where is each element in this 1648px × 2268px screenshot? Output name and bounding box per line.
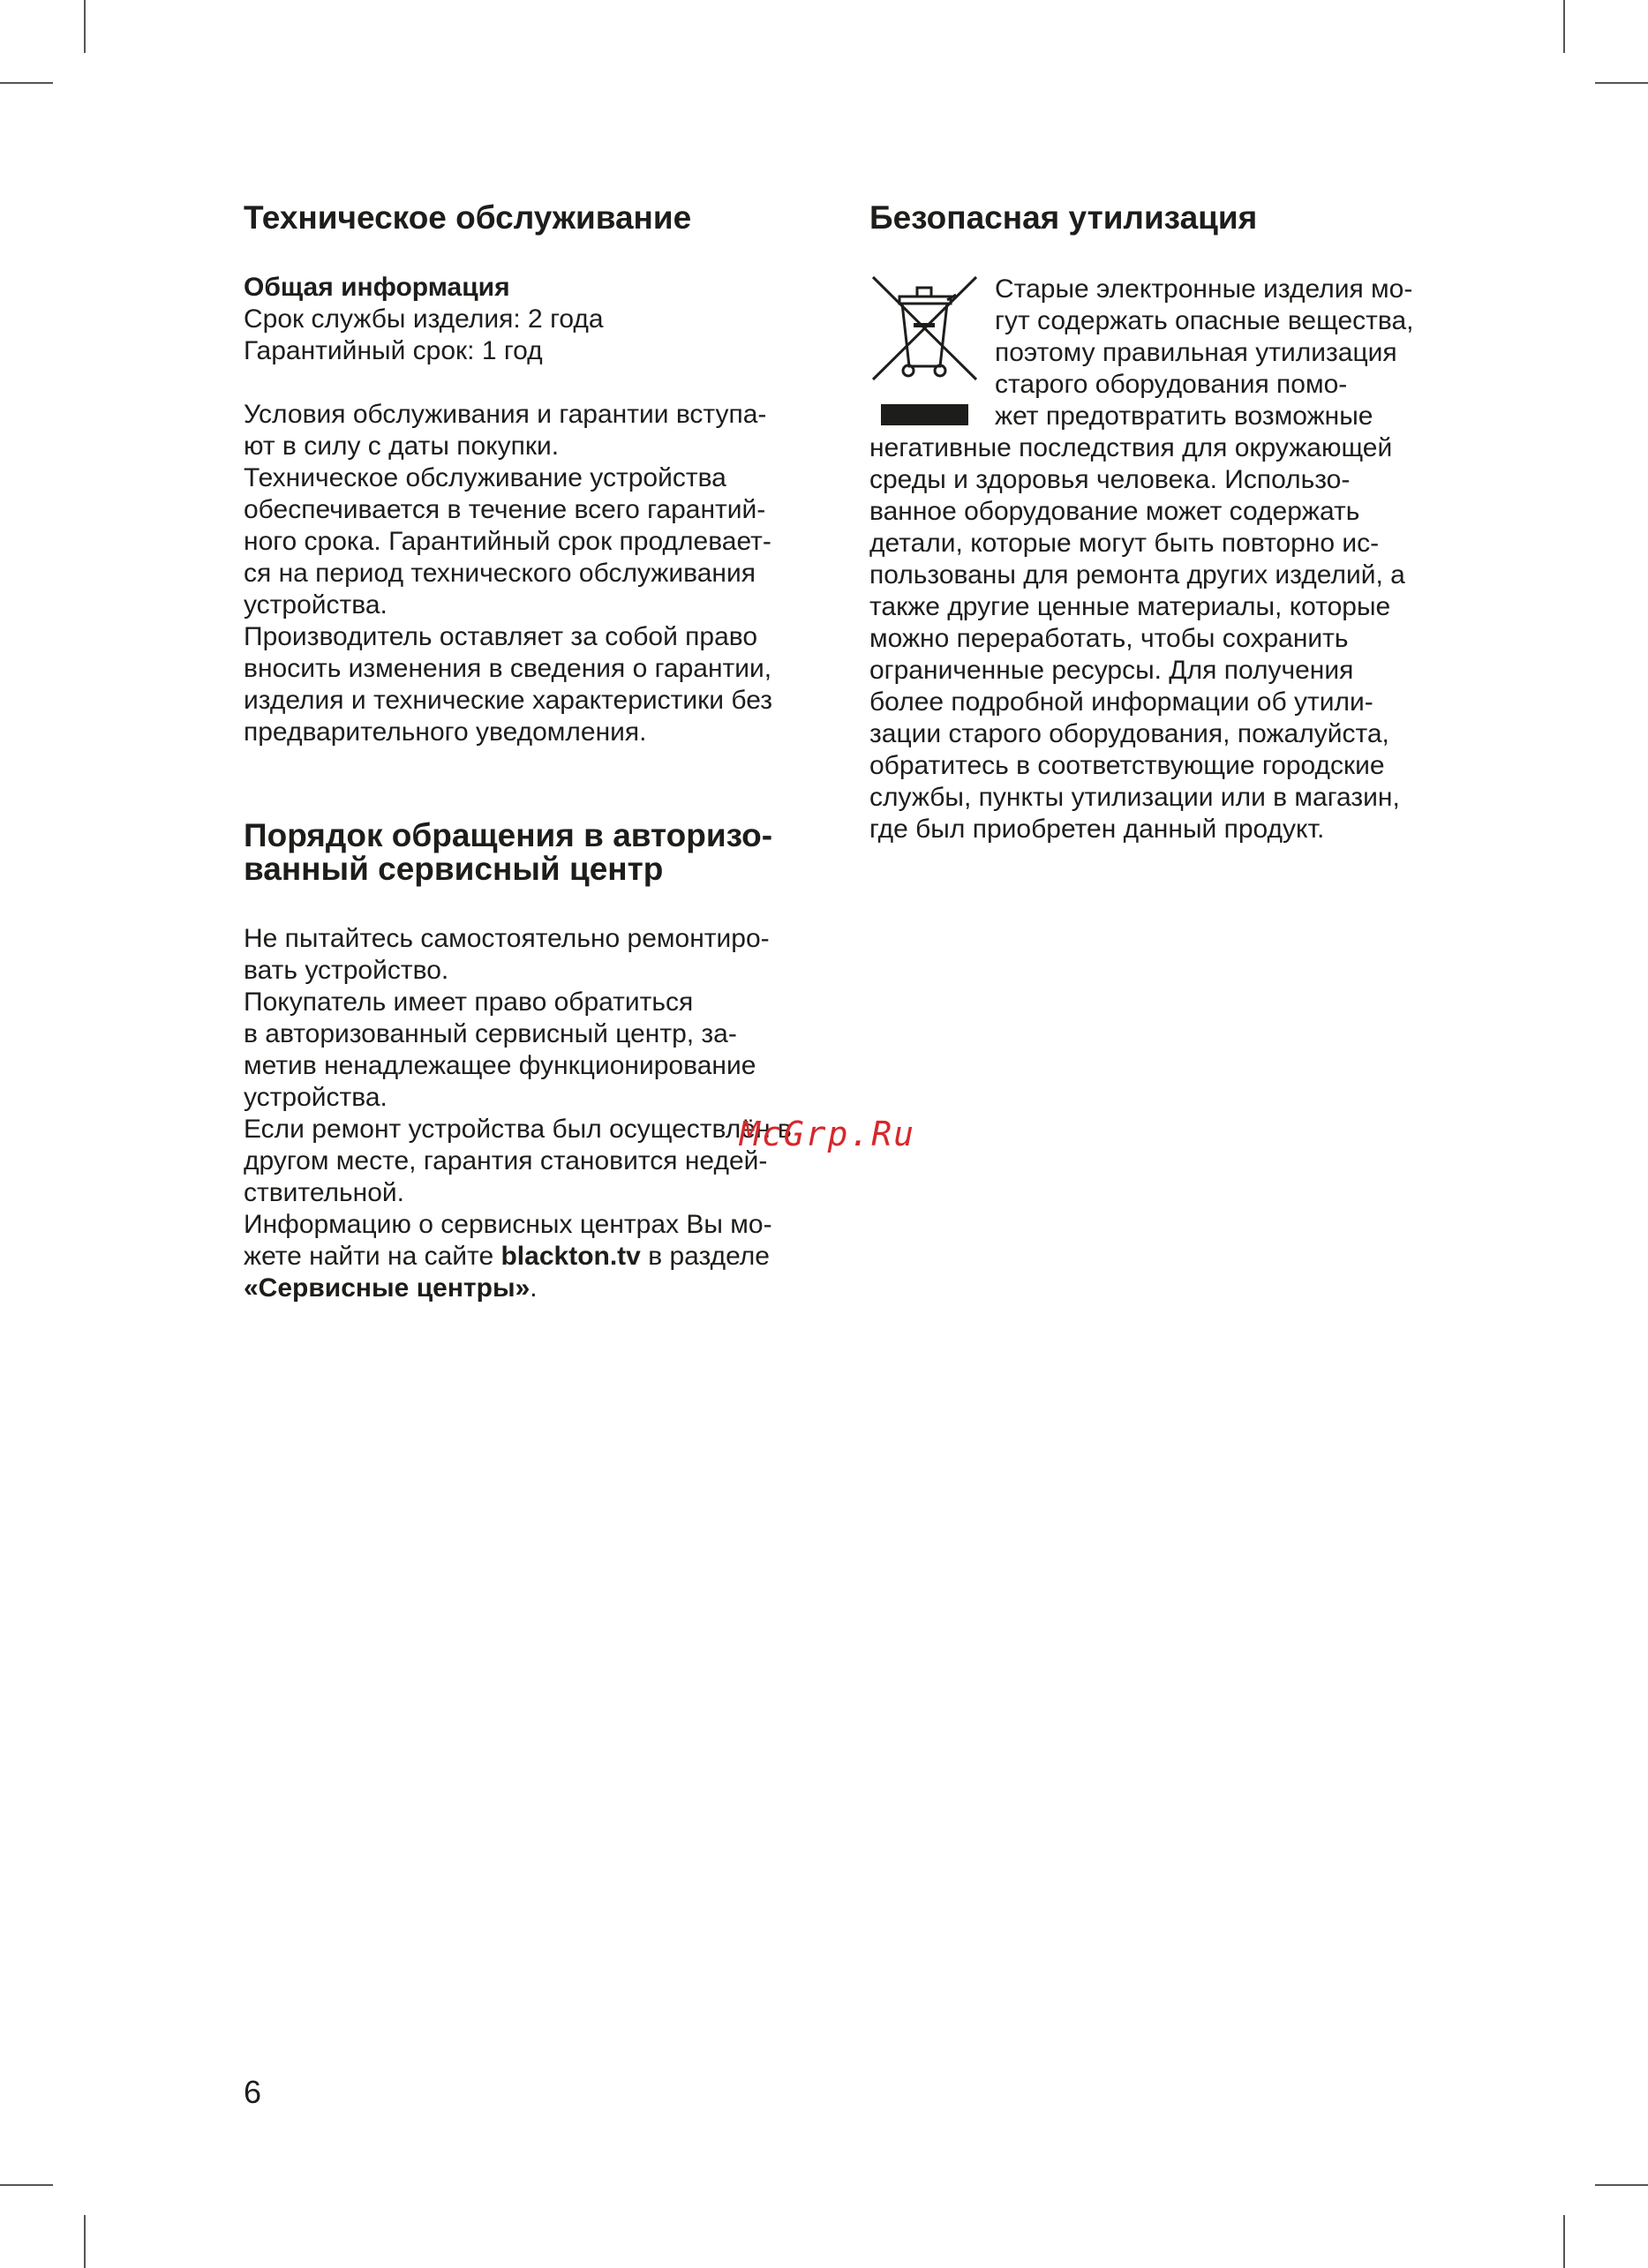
- text-line: обратитесь в соответствующие городские: [869, 751, 1385, 780]
- text-line: в авторизованный сервисный центр, за-: [244, 1019, 737, 1048]
- crop-mark: [1563, 0, 1565, 53]
- crop-mark: [0, 82, 53, 84]
- watermark: McGrp.Ru: [740, 1115, 916, 1153]
- text-line: другом месте, гарантия становится недей-: [244, 1146, 768, 1175]
- text-line: пользованы для ремонта других изделий, а: [869, 560, 1405, 590]
- text-line: обеспечивается в течение всего гарантий-: [244, 495, 766, 524]
- disposal-paragraph: [869, 274, 1461, 845]
- text-line: жет предотвратить возможные: [995, 402, 1373, 431]
- text-line: ванное оборудование может содержать: [869, 497, 1360, 526]
- site-link[interactable]: blackton.tv: [500, 1242, 641, 1271]
- text-line: можно переработать, чтобы сохранить: [869, 624, 1349, 653]
- text-line: где был приобретен данный продукт.: [869, 815, 1325, 844]
- text-line: также другие ценные материалы, которые: [869, 592, 1391, 621]
- text-line: зации старого оборудования, пожалуйста,: [869, 719, 1389, 748]
- text-line: вать устройство.: [244, 956, 449, 985]
- text-line: ного срока. Гарантийный срок продлевает-: [244, 527, 771, 556]
- warranty-terms-paragraph: [244, 399, 839, 748]
- crop-mark: [1595, 82, 1648, 84]
- text-line: Производитель оставляет за собой право: [244, 622, 758, 651]
- crop-mark: [84, 0, 86, 53]
- text-line: изделия и технические характеристики без: [244, 686, 773, 715]
- crop-mark: [1595, 2184, 1648, 2186]
- text-line: ствительной.: [244, 1178, 405, 1207]
- crop-mark: [1563, 2215, 1565, 2268]
- subtitle-general-info: Общая информация: [244, 273, 510, 302]
- text-line: Гарантийный срок: 1 год: [244, 336, 543, 365]
- section-title-service-center: Порядок обращения в авторизо- ванный сервисный центр: [244, 817, 773, 887]
- text-line: устройства.: [244, 1083, 388, 1112]
- text-line: предварительного уведомления.: [244, 717, 647, 747]
- text-line: устройства.: [244, 590, 388, 620]
- text-line: ют в силу с даты покупки.: [244, 432, 560, 461]
- crop-mark: [0, 2184, 53, 2186]
- service-centers-section-name: «Сервисные центры»: [244, 1273, 531, 1303]
- text-line: вносить изменения в сведения о гарантии,: [244, 654, 772, 683]
- section-title-disposal: Безопасная утилизация: [869, 199, 1258, 236]
- text-line: Покупатель имеет право обратиться: [244, 988, 694, 1017]
- text-line: Техническое обслуживание устройства: [244, 463, 726, 492]
- text-line: метив ненадлежащее функционирование: [244, 1051, 756, 1080]
- service-center-paragraph: [244, 923, 839, 1304]
- service-life-lines: [244, 304, 839, 367]
- text-line: Старые электронные изделия мо-: [995, 274, 1413, 304]
- text-line: более подробной информации об утили-: [869, 687, 1373, 717]
- text-line: службы, пункты утилизации или в магазин,: [869, 783, 1400, 812]
- crop-mark: [84, 2215, 86, 2268]
- text-line: поэтому правильная утилизация: [995, 338, 1397, 367]
- text-line: негативные последствия для окружающей: [869, 433, 1393, 462]
- text-line: Если ремонт устройства был осуществлён в: [244, 1115, 792, 1144]
- text-line: Условия обслуживания и гарантии вступа-: [244, 400, 767, 429]
- text-line: Информацию о сервисных центрах Вы мо-: [244, 1210, 772, 1239]
- text-line: ограниченные ресурсы. Для получения: [869, 656, 1354, 685]
- text-line: старого оборудования помо-: [995, 370, 1348, 399]
- right-column: [869, 201, 1456, 235]
- section-title-maintenance: Техническое обслуживание: [244, 199, 692, 236]
- text-line: гут содержать опасные вещества,: [995, 306, 1414, 335]
- section-name-line: «Сервисные центры».: [244, 1273, 538, 1303]
- general-info-block: [244, 272, 839, 748]
- text-line: Срок службы изделия: 2 года: [244, 304, 604, 334]
- site-line: жете найти на сайте blackton.tv в разделе: [244, 1242, 770, 1271]
- page-number: 6: [244, 2074, 262, 2110]
- text-line: Не пытайтесь самостоятельно ремонтиро-: [244, 924, 770, 953]
- text-line: среды и здоровья человека. Использо-: [869, 465, 1351, 494]
- text-line: детали, которые могут быть повторно ис-: [869, 529, 1380, 558]
- text-line: ся на период технического обслуживания: [244, 559, 756, 588]
